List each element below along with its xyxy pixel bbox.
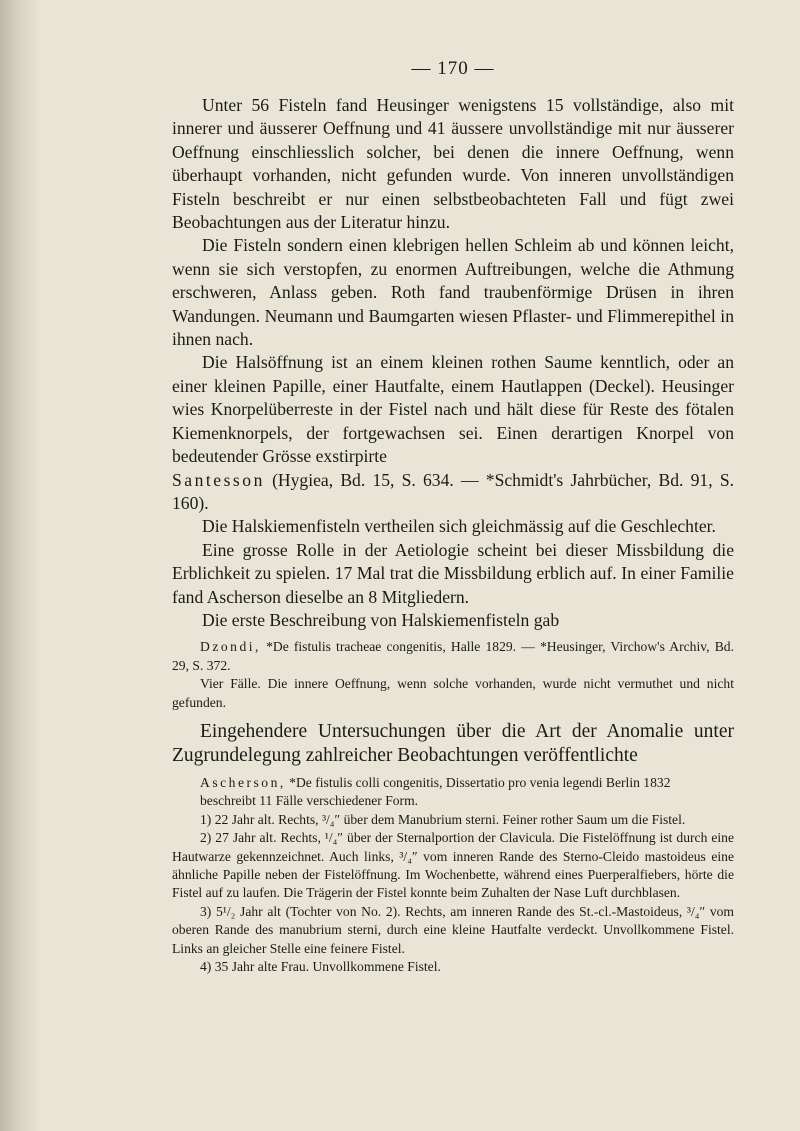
page-number: — 170 — xyxy=(411,58,495,79)
dzondi-citation xyxy=(172,638,734,675)
santesson-reference: (Hygiea, Bd. 15, S. 634. — *Schmidt's Jahrbücher, Bd. 91, S. 160). xyxy=(172,469,734,513)
case-item: 4) 35 Jahr alte Frau. Unvollkommene Fistel. xyxy=(200,959,441,975)
book-binding-shadow xyxy=(0,0,40,1131)
paragraph-halsoeffnung-text: Die Halsöffnung ist an einem kleinen rothen Saume kenntlich, oder an einer kleinen Papille, einer Hautfalte, einem Hautlappen (Deckel). Heusinger wies Knorpelüberreste in der Fistel nach und hält diese für Reste des fötalen Kiemenknorpels, der fortgewachsen sei. Einen derartigen Knorpel von bedeutender Grösse exstirpirte xyxy=(172,352,734,467)
case-item: 2) 27 Jahr alt. Rechts, ¹/₄″ über der Sternalportion der Clavicula. Die Fistelöffnung ist durch eine Hautwarze gekennzeichnet. Auch links, ³/₄″ vom inneren Rande des Sterno-Cleido mastoideus eine ähnliche Papille neben der Fistelöffnung. Im Wochenbette, während eines Puerperalfiebers, hörte die Fistel auf zu laufen. Die Trägerin der Fistel konnte beim Zuhalten der Nase Luft durchblasen. xyxy=(172,830,734,901)
ascherson-block xyxy=(172,774,734,976)
paragraph-schleim: Die Fisteln sondern einen klebrigen hellen Schleim ab und können leicht, wenn sie sich verstopfen, zu enormen Auftreibungen, welche die Athmung erschweren, Anlass geben. Roth fand traubenförmige Drüsen in ihren Wandungen. Neumann und Baumgarten wiesen Pflaster- und Flimmerepithel in ihnen nach. xyxy=(172,235,734,350)
document-page xyxy=(172,58,734,976)
ascherson-reference: *De fistulis colli congenitis, Dissertatio pro venia legendi Berlin 1832 xyxy=(285,774,671,790)
paragraph-halsoeffnung xyxy=(172,351,734,515)
author-santesson: Santesson xyxy=(172,469,265,490)
main-text xyxy=(172,94,734,632)
cases-intro: beschreibt 11 Fälle verschiedener Form. xyxy=(200,793,419,809)
paragraph-fisteln-count: Unter 56 Fisteln fand Heusinger wenigstens 15 vollständige, also mit innerer und äusserer Oeffnung und 41 äussere unvollständige mit nur äusserer Oeffnung einschliesslich solcher, bei denen die innere Oeffnung, wenn überhaupt vorhanden, nicht gefunden wurde. Von inneren unvollständigen Fisteln beschreibt er nur einen selbstbeobachteten Fall und fügt zwei Beobachtungen aus der Literatur hinzu. xyxy=(172,95,734,233)
paragraph-geschlechter: Die Halskiemenfisteln vertheilen sich gleichmässig auf die Geschlechter. xyxy=(202,516,716,537)
dzondi-citation-block xyxy=(172,638,734,712)
dzondi-reference: *De fistulis tracheae congenitis, Halle 1829. — *Heusinger, Virchow's Archiv, Bd. 29, S. 372. xyxy=(172,639,734,673)
section-heading: Eingehendere Untersuchungen über die Art der Anomalie unter Zugrundelegung zahlreicher Beobachtungen veröffentlichte xyxy=(172,720,734,766)
ascherson-citation xyxy=(172,774,734,792)
author-dzondi: Dzondi, xyxy=(200,639,261,655)
author-ascherson: Ascherson, xyxy=(200,774,286,790)
paragraph-erblichkeit: Eine grosse Rolle in der Aetiologie scheint bei dieser Missbildung die Erblichkeit zu spielen. 17 Mal trat die Missbildung erblich auf. In einer Familie fand Ascherson dieselbe an 8 Mitgliedern. xyxy=(172,539,734,607)
dzondi-note: Vier Fälle. Die innere Oeffnung, wenn solche vorhanden, wurde nicht vermuthet und nicht gefunden. xyxy=(172,676,734,710)
case-item: 3) 5¹/₂ Jahr alt (Tochter von No. 2). Rechts, am inneren Rande des St.-cl.-Mastoideus, ³/₄″ vom oberen Rande des manubrium sterni, durch eine kleine Hautfalte verdeckt. Unvollkommene Fistel. Links an gleicher Stelle eine feinere Fistel. xyxy=(172,903,734,956)
case-item: 1) 22 Jahr alt. Rechts, ³/₄″ über dem Manubrium sterni. Feiner rother Saum um die Fistel. xyxy=(200,811,686,827)
paragraph-erste-beschreibung: Die erste Beschreibung von Halskiemenfisteln gab xyxy=(202,609,560,630)
